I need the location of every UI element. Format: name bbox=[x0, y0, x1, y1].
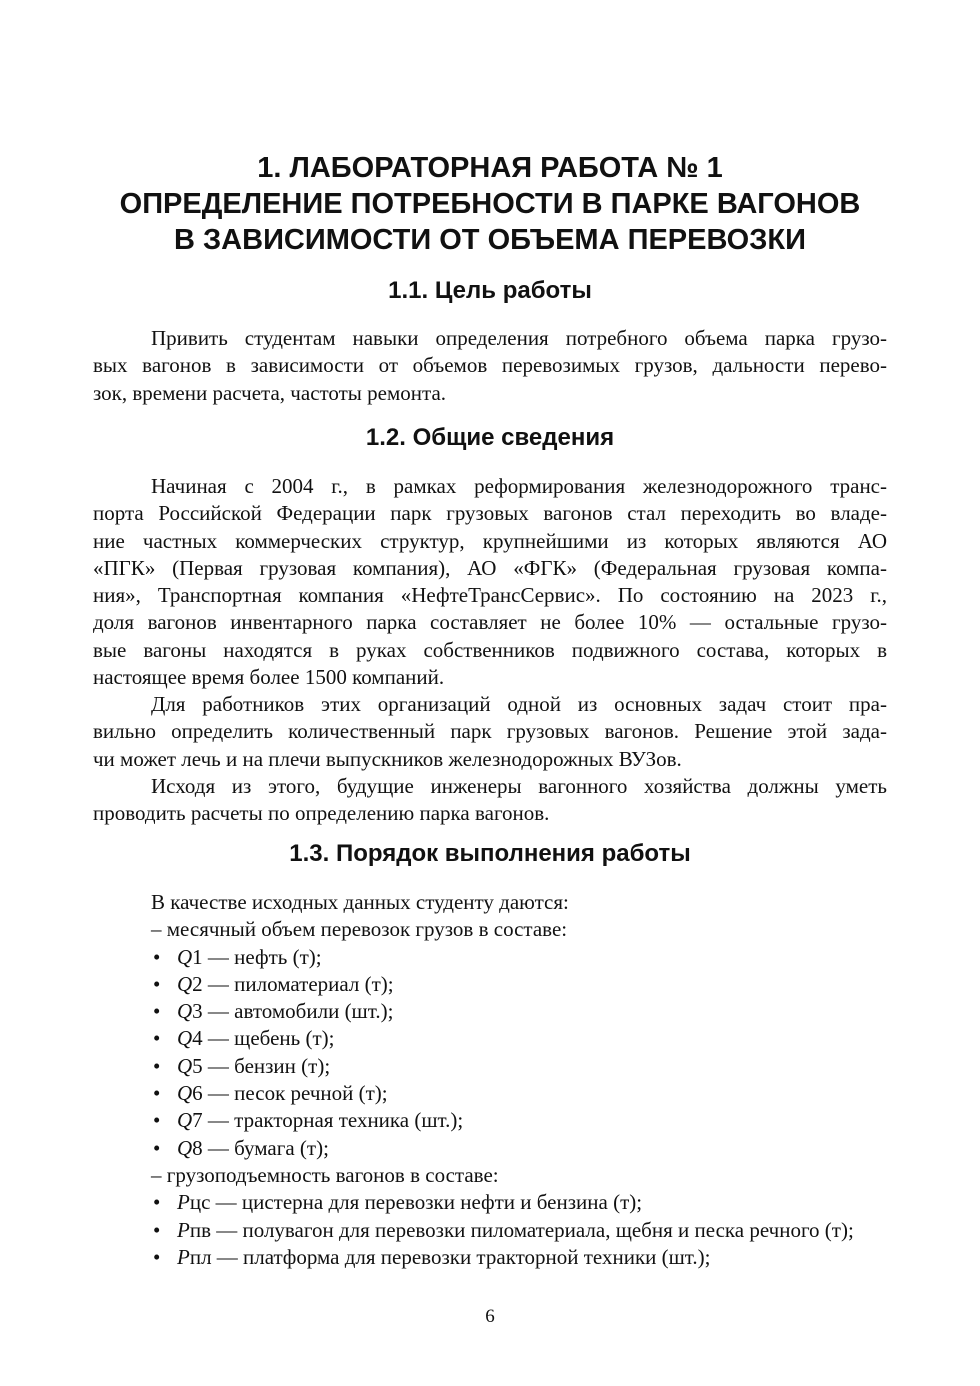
text-line: Начиная с 2004 г., в рамках реформирования железнодорожного транс- bbox=[151, 474, 887, 498]
cargo-symbol: Q bbox=[177, 1081, 193, 1106]
wagon-item bbox=[151, 1189, 887, 1216]
wagon-text: пв — полувагон для перевозки пиломатериала, щебня и песка речного (т); bbox=[189, 1217, 854, 1242]
chapter-title-line: В ЗАВИСИМОСТИ ОТ ОБЪЕМА ПЕРЕВОЗКИ bbox=[174, 224, 806, 256]
text-line: зок, времени расчета, частоты ремонта. bbox=[93, 380, 447, 405]
cargo-text: 8 — бумага (т); bbox=[192, 1135, 329, 1160]
cargo-item bbox=[151, 944, 887, 971]
wagon-symbol: Р bbox=[177, 1217, 190, 1242]
cargo-item bbox=[151, 1135, 887, 1162]
text-line: ние частных коммерческих структур, крупнейшими из которых являются АО bbox=[93, 528, 887, 553]
input-data-list bbox=[151, 889, 887, 1271]
cargo-symbol: Q bbox=[177, 944, 193, 969]
wagon-symbol: Р bbox=[177, 1190, 190, 1215]
cargo-text: 3 — автомобили (шт.); bbox=[192, 999, 394, 1024]
cargo-symbol: Q bbox=[177, 971, 193, 996]
general-paragraph-2 bbox=[93, 691, 887, 773]
cargo-item bbox=[151, 998, 887, 1025]
text-line: настоящее время более 1500 компаний. bbox=[93, 665, 445, 690]
cargo-item bbox=[151, 1080, 887, 1107]
text-line: ния», Транспортная компания «НефтеТрансСервис». По состоянию на 2023 г., bbox=[93, 583, 887, 608]
general-paragraph-3 bbox=[93, 773, 887, 828]
text-line: Исходя из этого, будущие инженеры вагонного хозяйства должны уметь bbox=[151, 774, 887, 798]
wagon-text: пл — платформа для перевозки тракторной техники (шт.); bbox=[189, 1244, 711, 1269]
text-line: доля вагонов инвентарного парка составляет не более 10% — остальные грузо- bbox=[93, 610, 887, 635]
cargo-text: 7 — тракторная техника (шт.); bbox=[192, 1108, 464, 1133]
cargo-symbol: Q bbox=[177, 999, 193, 1024]
wagon-item bbox=[151, 1217, 887, 1244]
wagon-symbol: Р bbox=[177, 1244, 190, 1269]
cargo-item bbox=[151, 1025, 887, 1052]
text-line: проводить расчеты по определению парка вагонов. bbox=[93, 801, 550, 826]
list-intro: В качестве исходных данных студенту даются: bbox=[151, 890, 569, 914]
section-heading-procedure: 1.3. Порядок выполнения работы bbox=[289, 840, 691, 867]
chapter-title-line: 1. ЛАБОРАТОРНАЯ РАБОТА № 1 bbox=[257, 152, 723, 184]
cargo-item bbox=[151, 971, 887, 998]
list-dash-item: – грузоподъемность вагонов в составе: bbox=[151, 1162, 499, 1187]
chapter-title-line: ОПРЕДЕЛЕНИЕ ПОТРЕБНОСТИ В ПАРКЕ ВАГОНОВ bbox=[119, 188, 861, 220]
section-heading-general: 1.2. Общие сведения bbox=[365, 424, 615, 451]
cargo-symbol: Q bbox=[177, 1053, 193, 1078]
cargo-text: 6 — песок речной (т); bbox=[192, 1081, 388, 1106]
general-paragraph-1 bbox=[93, 473, 887, 691]
text-line: «ПГК» (Первая грузовая компания), АО «ФГК» (Федеральная грузовая компа- bbox=[93, 555, 887, 580]
cargo-text: 1 — нефть (т); bbox=[192, 944, 322, 969]
cargo-symbol: Q bbox=[177, 1135, 193, 1160]
page-number: 6 bbox=[485, 1306, 495, 1327]
list-dash-item: – месячный объем перевозок грузов в составе: bbox=[151, 917, 568, 942]
text-line: Привить студентам навыки определения потребного объема парка грузо- bbox=[151, 326, 887, 350]
text-line: вые вагоны находятся в руках собственников подвижного состава, которых в bbox=[93, 637, 887, 662]
cargo-text: 2 — пиломатериал (т); bbox=[192, 971, 394, 996]
text-line: Для работников этих организаций одной из основных задач стоит пра- bbox=[151, 692, 887, 716]
goal-paragraph bbox=[93, 325, 887, 407]
section-heading-goal: 1.1. Цель работы bbox=[388, 277, 592, 304]
text-line: вых вагонов в зависимости от объемов перевозимых грузов, дальности перево- bbox=[93, 353, 887, 378]
cargo-text: 5 — бензин (т); bbox=[192, 1053, 331, 1078]
text-line: порта Российской Федерации парк грузовых вагонов стал переходить во владе- bbox=[93, 501, 887, 526]
cargo-text: 4 — щебень (т); bbox=[192, 1026, 335, 1051]
text-line: вильно определить количественный парк грузовых вагонов. Решение этой зада- bbox=[93, 719, 887, 744]
cargo-item bbox=[151, 1107, 887, 1134]
text-line: чи может лечь и на плечи выпускников железнодорожных ВУЗов. bbox=[93, 746, 682, 771]
wagon-text: цс — цистерна для перевозки нефти и бензина (т); bbox=[189, 1190, 643, 1215]
cargo-symbol: Q bbox=[177, 1108, 193, 1133]
cargo-item bbox=[151, 1053, 887, 1080]
wagon-item bbox=[151, 1244, 887, 1271]
chapter-title bbox=[93, 150, 887, 258]
cargo-symbol: Q bbox=[177, 1026, 193, 1051]
